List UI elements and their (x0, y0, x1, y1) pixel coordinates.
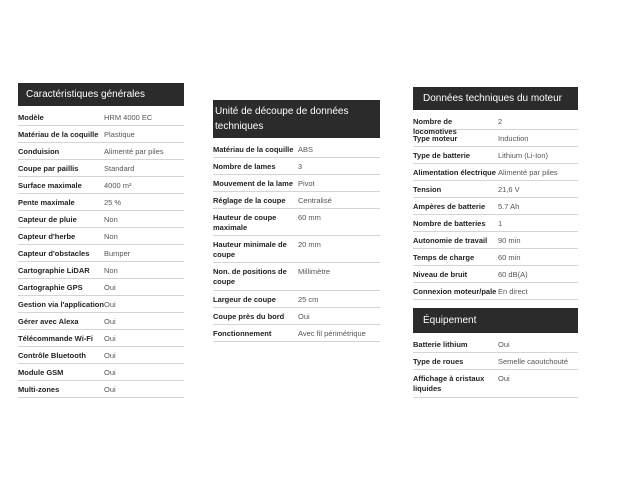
row-label: Fonctionnement (213, 329, 272, 338)
table-row (18, 160, 184, 177)
row-value: ABS (298, 145, 314, 154)
row-label: Capteur d'herbe (18, 232, 76, 241)
section-title: Données techniques du moteur (413, 87, 578, 110)
table-row (18, 279, 184, 296)
row-value: Oui (498, 374, 510, 383)
table-row (18, 126, 184, 143)
table-row (213, 209, 380, 236)
table-row (18, 313, 184, 330)
row-value: Alimenté par piles (104, 147, 164, 156)
row-value: Semelle caoutchouté (498, 357, 569, 366)
table-row (18, 381, 184, 398)
row-label: Non. de positions de coupe (213, 267, 287, 286)
row-value: 20 mm (298, 240, 321, 249)
row-value: Alimenté par piles (498, 168, 558, 177)
table-row (413, 181, 578, 198)
table-row (213, 236, 380, 263)
row-label: Cartographie LiDAR (18, 266, 90, 275)
row-label: Nombre de batteries (413, 219, 486, 228)
row-label: Coupe près du bord (213, 312, 285, 321)
row-value: Pivot (298, 179, 315, 188)
row-label: Affichage à cristaux liquides (413, 374, 485, 393)
table-row (18, 364, 184, 381)
section-title: Équipement (413, 308, 578, 333)
row-value: 5.7 Ah (498, 202, 520, 211)
row-value: 3 (298, 162, 303, 171)
row-label: Capteur d'obstacles (18, 249, 90, 258)
table-row (413, 283, 578, 300)
row-value: Oui (104, 351, 116, 360)
row-label: Tension (413, 185, 442, 194)
table-row (413, 266, 578, 283)
row-value: Oui (104, 368, 116, 377)
row-value: Centralisé (298, 196, 332, 205)
row-label: Niveau de bruit (413, 270, 468, 279)
table-row (18, 211, 184, 228)
row-label: Matériau de la coquille (213, 145, 294, 154)
row-value: Standard (104, 164, 135, 173)
row-label: Surface maximale (18, 181, 82, 190)
row-value: 2 (498, 117, 503, 126)
row-label: Type de roues (413, 357, 464, 366)
table-row (213, 291, 380, 308)
table-row (18, 245, 184, 262)
row-label: Nombre de lames (213, 162, 276, 171)
table-row (18, 296, 184, 313)
table-row (18, 109, 184, 126)
row-value: Non (104, 215, 118, 224)
row-label: Pente maximale (18, 198, 75, 207)
table-row (413, 113, 578, 136)
table-row (18, 143, 184, 160)
row-label: Type moteur (413, 134, 458, 143)
row-value: 25 cm (298, 295, 319, 304)
table-row (213, 325, 380, 342)
row-label: Ampères de batterie (413, 202, 486, 211)
row-label: Temps de charge (413, 253, 475, 262)
row-label: Nombre de locomotives (413, 117, 457, 136)
row-value: 25 % (104, 198, 122, 207)
row-label: Capteur de pluie (18, 215, 77, 224)
row-value: En direct (498, 287, 528, 296)
row-label: Coupe par paillis (18, 164, 79, 173)
table-row (413, 353, 578, 370)
spec-table (213, 141, 380, 342)
table-row (213, 175, 380, 192)
table-row (413, 336, 578, 353)
row-label: Module GSM (18, 368, 64, 377)
row-label: Cartographie GPS (18, 283, 83, 292)
table-row (213, 141, 380, 158)
row-value: Non (104, 232, 118, 241)
row-value: Oui (104, 385, 116, 394)
table-row (413, 198, 578, 215)
row-label: Réglage de la coupe (213, 196, 286, 205)
row-label: Gérer avec Alexa (18, 317, 79, 326)
row-label: Gestion via l'application (18, 300, 104, 309)
table-row (413, 370, 578, 398)
row-label: Multi-zones (18, 385, 60, 394)
section-moteur (413, 87, 578, 300)
row-value: 60 min (498, 253, 521, 262)
row-value: 60 dB(A) (498, 270, 528, 279)
row-label: Type de batterie (413, 151, 470, 160)
table-row (18, 262, 184, 279)
spec-table (18, 109, 184, 398)
row-label: Contrôle Bluetooth (18, 351, 86, 360)
row-value: Oui (498, 340, 510, 349)
row-label: Alimentation électrique (413, 168, 496, 177)
table-row (413, 147, 578, 164)
table-row (413, 215, 578, 232)
table-row (213, 308, 380, 325)
row-label: Autonomie de travail (413, 236, 488, 245)
row-value: Oui (298, 312, 310, 321)
spec-table (413, 336, 578, 398)
row-value: 1 (498, 219, 503, 228)
section-title: Caractéristiques générales (18, 83, 184, 106)
table-row (413, 249, 578, 266)
row-value: Millimètre (298, 267, 331, 276)
table-row (413, 232, 578, 249)
spec-table (413, 113, 578, 300)
row-label: Hauteur de coupe maximale (213, 213, 277, 232)
row-label: Conduision (18, 147, 60, 156)
row-value: Induction (498, 134, 529, 143)
table-row (18, 228, 184, 245)
section-caracteristiques (18, 83, 184, 398)
row-value: Oui (104, 334, 116, 343)
table-row (18, 347, 184, 364)
row-label: Hauteur minimale de coupe (213, 240, 287, 259)
row-label: Matériau de la coquille (18, 130, 99, 139)
section-equipement (413, 308, 578, 398)
row-label: Mouvement de la lame (213, 179, 294, 188)
table-row (413, 164, 578, 181)
table-row (213, 263, 380, 291)
row-value: 90 min (498, 236, 521, 245)
table-row (18, 194, 184, 211)
row-value: HRM 4000 EC (104, 113, 153, 122)
section-title: Unité de découpe de données techniques (213, 100, 380, 138)
row-label: Largeur de coupe (213, 295, 276, 304)
row-label: Connexion moteur/pale (413, 287, 497, 296)
row-value: Avec fil périmétrique (298, 329, 366, 338)
row-value: Oui (104, 317, 116, 326)
row-label: Batterie lithium (413, 340, 468, 349)
row-value: Non (104, 266, 118, 275)
row-value: Lithium (Li-Ion) (498, 151, 549, 160)
table-row (18, 177, 184, 194)
section-decoupe (213, 100, 380, 342)
row-label: Modèle (18, 113, 44, 122)
row-label: Télécommande Wi-Fi (18, 334, 93, 343)
row-value: Bumper (104, 249, 131, 258)
row-value: 4000 m² (104, 181, 132, 190)
row-value: 21,6 V (498, 185, 520, 194)
table-row (213, 158, 380, 175)
row-value: 60 mm (298, 213, 321, 222)
row-value: Plastique (104, 130, 135, 139)
row-value: Oui (104, 300, 116, 309)
row-value: Oui (104, 283, 116, 292)
table-row (18, 330, 184, 347)
table-row (213, 192, 380, 209)
